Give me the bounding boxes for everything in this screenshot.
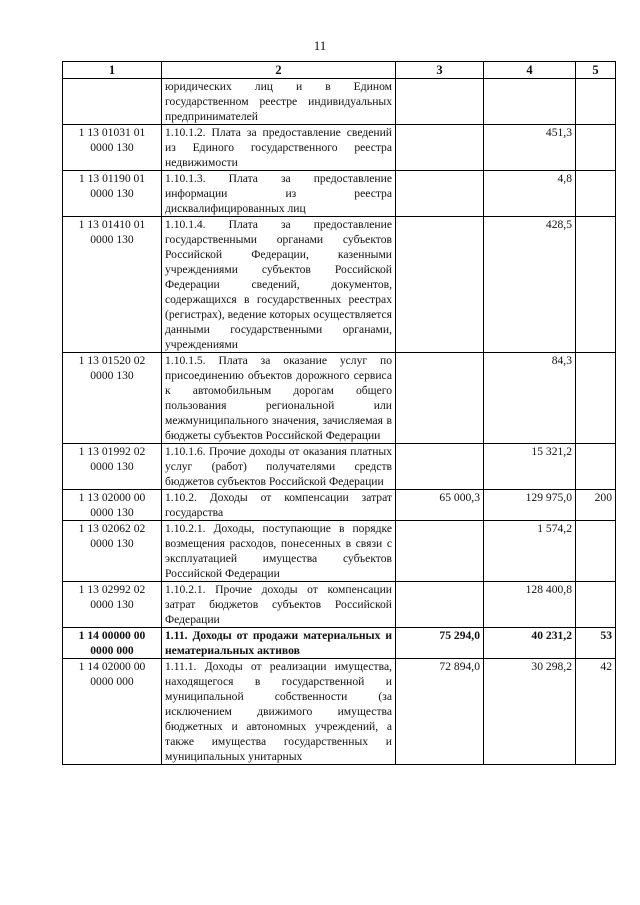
column-3-value	[396, 444, 484, 490]
column-5-value: 53	[576, 628, 616, 659]
budget-code-cell: 1 13 02062 02 0000 130	[63, 521, 162, 582]
table-row	[63, 659, 616, 765]
column-4-value: 84,3	[484, 353, 576, 444]
column-5-value: 200	[576, 490, 616, 521]
column-header: 2	[162, 62, 396, 79]
description-cell: 1.10.2. Доходы от компенсации затрат государства	[162, 490, 396, 521]
page-number: 11	[313, 38, 327, 53]
column-4-value: 4,8	[484, 171, 576, 217]
description-cell: 1.10.1.5. Плата за оказание услуг по присоединению объектов дорожного сервиса к автомобильным дорогам общего пользования региональной или межмуниципального значения, зачисляемая в бюджеты субъектов Российской Федерации	[162, 353, 396, 444]
column-5-value	[576, 171, 616, 217]
column-4-value	[484, 79, 576, 125]
table-row	[63, 490, 616, 521]
description-cell: юридических лиц и в Едином государственном реестре индивидуальных предпринимателей	[162, 79, 396, 125]
column-5-value	[576, 79, 616, 125]
column-3-value	[396, 125, 484, 171]
column-4-value: 1 574,2	[484, 521, 576, 582]
description-cell: 1.10.1.3. Плата за предоставление информации из реестра дисквалифицированных лиц	[162, 171, 396, 217]
column-5-value	[576, 521, 616, 582]
description-cell: 1.10.1.4. Плата за предоставление государственными органами субъектов Российской Федерации, казенными учреждениями субъектов Российской Федерации сведений, документов, содержащихся в государственных реестрах (регистрах), ведение которых осуществляется данными государственными органами, учреждениями	[162, 217, 396, 353]
column-header: 4	[484, 62, 576, 79]
table-header-row	[63, 62, 616, 79]
budget-code-cell: 1 13 01992 02 0000 130	[63, 444, 162, 490]
description-cell: 1.10.2.1. Прочие доходы от компенсации затрат бюджетов субъектов Российской Федерации	[162, 582, 396, 628]
column-header: 5	[576, 62, 616, 79]
budget-code-cell: 1 13 01520 02 0000 130	[63, 353, 162, 444]
table-row	[63, 79, 616, 125]
column-3-value	[396, 217, 484, 353]
column-5-value	[576, 353, 616, 444]
description-cell: 1.10.1.2. Плата за предоставление сведений из Единого государственного реестра недвижимости	[162, 125, 396, 171]
budget-code-cell	[63, 79, 162, 125]
column-header: 3	[396, 62, 484, 79]
budget-code-cell: 1 13 01031 01 0000 130	[63, 125, 162, 171]
column-3-value	[396, 582, 484, 628]
budget-code-cell: 1 13 02000 00 0000 130	[63, 490, 162, 521]
column-3-value	[396, 79, 484, 125]
table-row	[63, 444, 616, 490]
table-row	[63, 217, 616, 353]
table-row	[63, 171, 616, 217]
column-3-value: 75 294,0	[396, 628, 484, 659]
column-3-value	[396, 521, 484, 582]
column-5-value	[576, 125, 616, 171]
revenue-table	[62, 61, 616, 765]
table-row	[63, 521, 616, 582]
column-4-value: 129 975,0	[484, 490, 576, 521]
column-3-value: 72 894,0	[396, 659, 484, 765]
description-cell: 1.11.1. Доходы от реализации имущества, находящегося в государственной и муниципальной собственности (за исключением движимого имущества бюджетных и автономных учреждений, а также имущества государственных и муниципальных унитарных	[162, 659, 396, 765]
description-cell: 1.11. Доходы от продажи материальных и нематериальных активов	[162, 628, 396, 659]
table-row	[63, 628, 616, 659]
table-row	[63, 582, 616, 628]
budget-code-cell: 1 13 02992 02 0000 130	[63, 582, 162, 628]
column-4-value: 30 298,2	[484, 659, 576, 765]
column-header: 1	[63, 62, 162, 79]
table-row	[63, 353, 616, 444]
budget-code-cell: 1 13 01410 01 0000 130	[63, 217, 162, 353]
column-5-value	[576, 582, 616, 628]
column-3-value	[396, 353, 484, 444]
column-5-value: 42	[576, 659, 616, 765]
column-4-value: 15 321,2	[484, 444, 576, 490]
budget-code-cell: 1 13 01190 01 0000 130	[63, 171, 162, 217]
column-5-value	[576, 444, 616, 490]
column-4-value: 428,5	[484, 217, 576, 353]
description-cell: 1.10.1.6. Прочие доходы от оказания платных услуг (работ) получателями средств бюджетов субъектов Российской Федерации	[162, 444, 396, 490]
column-4-value: 40 231,2	[484, 628, 576, 659]
column-4-value: 451,3	[484, 125, 576, 171]
column-3-value: 65 000,3	[396, 490, 484, 521]
budget-code-cell: 1 14 00000 00 0000 000	[63, 628, 162, 659]
description-cell: 1.10.2.1. Доходы, поступающие в порядке возмещения расходов, понесенных в связи с эксплуатацией имущества субъектов Российской Федерации	[162, 521, 396, 582]
column-4-value: 128 400,8	[484, 582, 576, 628]
column-5-value	[576, 217, 616, 353]
budget-code-cell: 1 14 02000 00 0000 000	[63, 659, 162, 765]
column-3-value	[396, 171, 484, 217]
table-row	[63, 125, 616, 171]
